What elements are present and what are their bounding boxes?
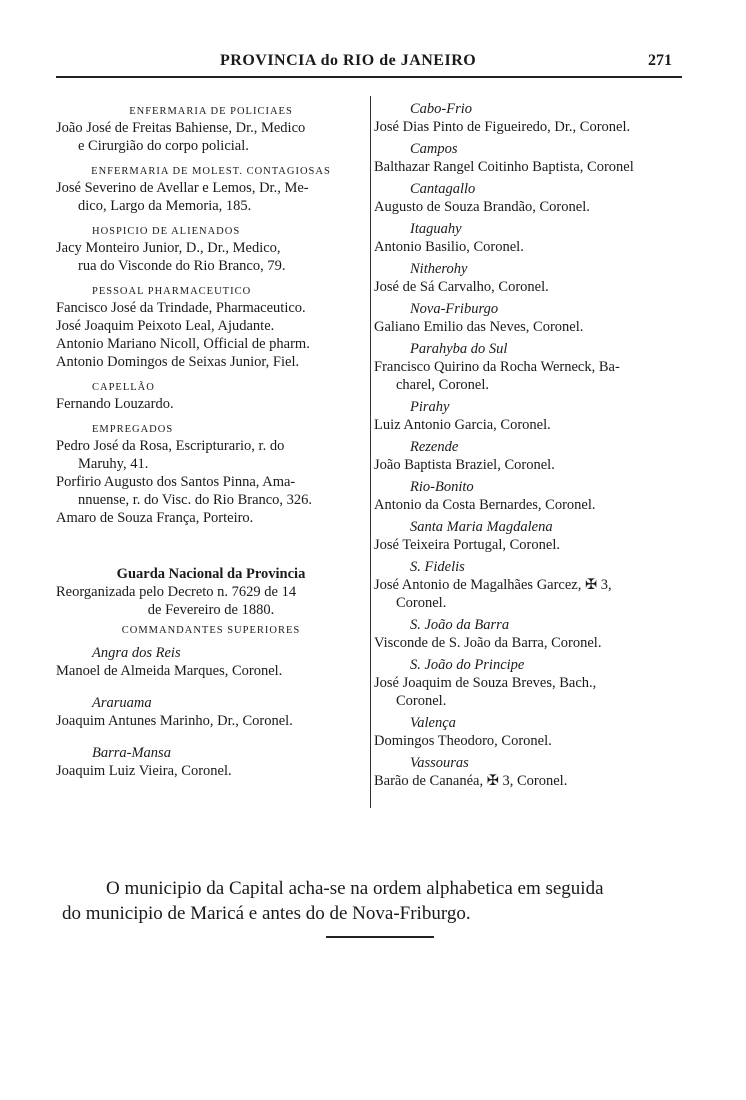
right-column (374, 100, 686, 790)
place-name: S. Fidelis (410, 559, 465, 575)
place-name: Pirahy (410, 399, 450, 415)
entry-line: charel, Coronel. (396, 377, 490, 393)
place-name: Cabo-Frio (410, 101, 473, 117)
commander-entry (374, 518, 686, 554)
commander-entry (374, 558, 686, 612)
page-header (0, 52, 746, 76)
place-name: Itaguahy (410, 221, 462, 237)
commander-entry (374, 300, 686, 336)
entry-line: Galiano Emilio das Neves, Coronel. (374, 319, 584, 335)
entry-line: Manoel de Almeida Marques, Coronel. (56, 663, 283, 679)
entry-line: Balthazar Rangel Coitinho Baptista, Coronel (374, 159, 634, 175)
entry-line: Antonio da Costa Bernardes, Coronel. (374, 497, 596, 513)
place-name: S. João do Principe (410, 657, 525, 673)
entry-line: Joaquim Luiz Vieira, Coronel. (56, 763, 232, 779)
commander-entry (56, 744, 366, 780)
entry-line: José Joaquim Peixoto Leal, Ajudante. (56, 318, 275, 334)
section-heading: ENFERMARIA DE POLICIAES (129, 106, 293, 117)
running-title: PROVINCIA do RIO de JANEIRO (220, 52, 477, 69)
commander-entry (56, 644, 366, 680)
entry-line: Visconde de S. João da Barra, Coronel. (374, 635, 602, 651)
section-hospicio (56, 224, 366, 275)
section-enfermaria-policiaes (56, 104, 366, 155)
commander-entry (374, 260, 686, 296)
commander-entry (374, 140, 686, 176)
place-name: Santa Maria Magdalena (410, 519, 553, 535)
commander-entry (374, 754, 686, 790)
footer-note-line: O municipio da Capital acha-se na ordem alphabetica em seguida (106, 878, 604, 899)
commander-entry (374, 180, 686, 216)
entry-line: José Severino de Avellar e Lemos, Dr., Me- (56, 180, 309, 196)
place-name: Rio-Bonito (410, 479, 474, 495)
entry-line: João José de Freitas Bahiense, Dr., Medico (56, 120, 306, 136)
entry-line: Francisco Quirino da Rocha Werneck, Ba- (374, 359, 620, 375)
section-heading: COMMANDANTES SUPERIORES (121, 625, 301, 636)
place-name: Vassouras (410, 755, 469, 771)
commander-entry (374, 616, 686, 652)
place-name: Barra-Mansa (92, 745, 171, 761)
entry-line: Coronel. (396, 595, 447, 611)
section-heading: PESSOAL PHARMACEUTICO (92, 286, 252, 297)
place-name: Nova-Friburgo (410, 301, 499, 317)
closing-rule (326, 936, 434, 938)
entry-line: José Teixeira Portugal, Coronel. (374, 537, 560, 553)
entry-line: Antonio Mariano Nicoll, Official de pharm. (56, 336, 310, 352)
section-pharmaceutico (56, 284, 366, 371)
entry-line: José de Sá Carvalho, Coronel. (374, 279, 549, 295)
section-heading: HOSPICIO DE ALIENADOS (92, 226, 241, 237)
commander-entry (374, 478, 686, 514)
entry-line: Jacy Monteiro Junior, D., Dr., Medico, (56, 240, 281, 256)
place-name: Cantagallo (410, 181, 476, 197)
page-number: 271 (648, 52, 672, 69)
entry-line: Antonio Domingos de Seixas Junior, Fiel. (56, 354, 300, 370)
place-name: Parahyba do Sul (410, 341, 508, 357)
left-column (56, 104, 366, 780)
entry-line: dico, Largo da Memoria, 185. (78, 198, 252, 214)
place-name: Valença (410, 715, 456, 731)
entry-line: e Cirurgião do corpo policial. (78, 138, 249, 154)
place-name: S. João da Barra (410, 617, 510, 633)
commander-entry (374, 100, 686, 136)
commander-entry (374, 714, 686, 750)
place-name: Nitherohy (410, 261, 468, 277)
entry-line: Fancisco José da Trindade, Pharmaceutico. (56, 300, 306, 316)
decree-line: Reorganizada pelo Decreto n. 7629 de 14 (56, 584, 297, 600)
commander-entry (374, 438, 686, 474)
section-enfermaria-molest (56, 164, 366, 215)
header-rule (56, 76, 682, 78)
section-capellao (56, 380, 366, 413)
entry-line: Porfirio Augusto dos Santos Pinna, Ama- (56, 474, 296, 490)
decree-line: de Fevereiro de 1880. (147, 602, 275, 618)
entry-line: nnuense, r. do Visc. do Rio Branco, 326. (78, 492, 313, 508)
entry-line: rua do Visconde do Rio Branco, 79. (78, 258, 286, 274)
guarda-nacional-title: Guarda Nacional da Provincia (116, 566, 306, 582)
entry-line: Coronel. (396, 693, 447, 709)
entry-line: Pedro José da Rosa, Escripturario, r. do (56, 438, 285, 454)
section-heading: CAPELLÃO (92, 382, 155, 393)
section-heading: ENFERMARIA DE MOLEST. CONTAGIOSAS (91, 166, 331, 177)
commander-entry (374, 398, 686, 434)
entry-line: Augusto de Souza Brandão, Coronel. (374, 199, 590, 215)
place-name: Angra dos Reis (92, 645, 181, 661)
entry-line: Maruhy, 41. (78, 456, 149, 472)
commander-entry (56, 694, 366, 730)
commander-entry (374, 220, 686, 256)
entry-line: Joaquim Antunes Marinho, Dr., Coronel. (56, 713, 293, 729)
entry-line: José Dias Pinto de Figueiredo, Dr., Coronel. (374, 119, 631, 135)
place-name: Araruama (92, 695, 152, 711)
commander-entry (374, 656, 686, 710)
entry-line: Fernando Louzardo. (56, 396, 174, 412)
entry-line: Antonio Basilio, Coronel. (374, 239, 524, 255)
entry-line: João Baptista Braziel, Coronel. (374, 457, 555, 473)
entry-line: Amaro de Souza França, Porteiro. (56, 510, 254, 526)
entry-line: Domingos Theodoro, Coronel. (374, 733, 552, 749)
column-divider (370, 96, 371, 808)
footer-note-line: do municipio de Maricá e antes do de Nova-Friburgo. (62, 903, 471, 924)
footer-note (62, 876, 704, 926)
entry-line: José Joaquim de Souza Breves, Bach., (374, 675, 597, 691)
entry-line: Luiz Antonio Garcia, Coronel. (374, 417, 551, 433)
entry-line: Barão de Cananéa, ✠ 3, Coronel. (374, 773, 568, 789)
entry-line: José Antonio de Magalhães Garcez, ✠ 3, (374, 577, 612, 593)
place-name: Rezende (410, 439, 459, 455)
place-name: Campos (410, 141, 458, 157)
section-heading: EMPREGADOS (92, 424, 174, 435)
commander-entry (374, 340, 686, 394)
section-empregados (56, 422, 366, 527)
